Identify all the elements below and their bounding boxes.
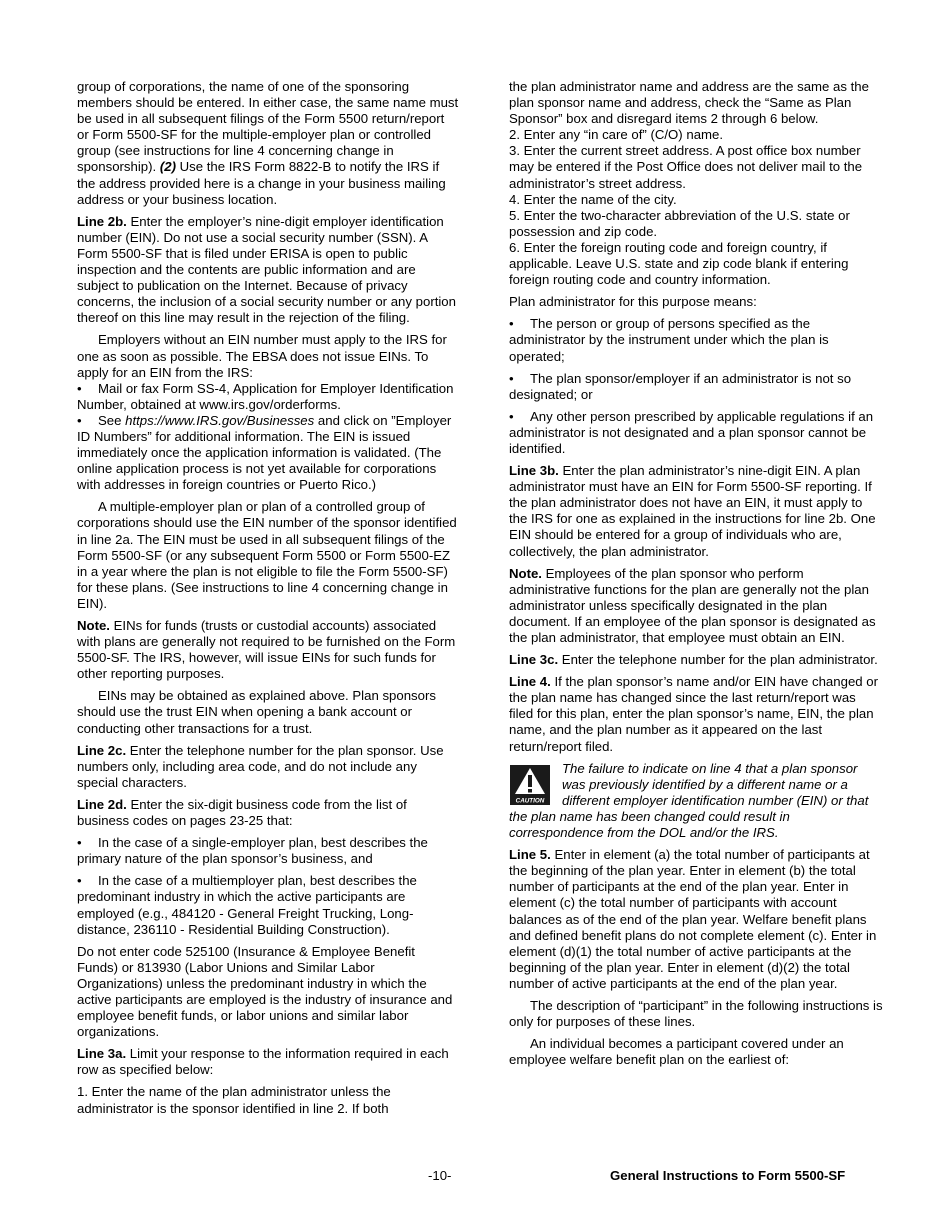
caution-icon-label: CAUTION [515, 797, 545, 805]
item-6-paragraph: 6. Enter the foreign routing code and foreign country, if applicable. Leave U.S. state and zip code blank if entering foreign routing code and country information. [509, 239, 849, 288]
line-3a-paragraph: Line 3a. Limit your response to the information required in each row as specified below: [77, 1046, 449, 1078]
left-column [77, 79, 459, 1123]
page-number: -10- [428, 1168, 452, 1183]
caution-text: The failure to indicate on line 4 that a plan sponsor was previously identified by a different name or a different employer identification number (EIN) or that the plan name has been changed could result in correspondence from the DOL and/or the IRS. [509, 760, 869, 841]
right-column [509, 79, 883, 1074]
bullet-other-person: • Any other person prescribed by applicable regulations if an administrator is not designated and a plan sponsor cannot be identified. [509, 408, 874, 456]
caution-icon [510, 765, 550, 805]
bullet-multiemployer: • In the case of a multiemployer plan, best describes the predominant industry in which the active participants are employed (e.g., 484120 - General Freight Trucking, Long-distance, 236110 - Residential Building Construction). [77, 873, 417, 937]
intro-paragraph: group of corporations, the name of one of the sponsoring members should be entered. In either case, the same name must be used in all subsequent filings of the Form 5500 return/report or Form 5500-SF for the multiple-employer plan or controlled group (see instructions for line 4 concerning change in sponsorship). (2) Use the IRS Form 8822-B to notify the IRS if the address provided here is a change in your business mailing address or your business location. [77, 79, 459, 207]
eins-obtained-paragraph: EINs may be obtained as explained above. Plan sponsors should use the trust EIN when opening a bank account or conducting other transactions for a trust. [77, 688, 436, 736]
item-2-paragraph: 2. Enter any “in care of” (C/O) name. [509, 127, 724, 143]
participant-description: The description of “participant” in the following instructions is only for purposes of these lines. [509, 997, 883, 1030]
line-3b-paragraph: Line 3b. Enter the plan administrator’s nine-digit EIN. A plan administrator must have an EIN for Form 5500-SF reporting. If the plan administrator does not have an EIN, it must apply to the IRS for one as explained in the instructions for line 2b. One EIN should be entered for a group of individuals who are, collectively, the plan administrator. [509, 463, 876, 559]
line-5-paragraph: Line 5. Enter in element (a) the total number of participants at the beginning of the plan year. Enter in element (b) the total number of participants at the end of the plan year. Enter in element (c) the total number of participants with account balances as of the end of the plan year. Welfare benefit plans and defined benefit plans do not complete element (c). Enter in element (d)(1) the total number of active participants at the beginning of the plan year. Enter in element (d)(2) the total number of active participants at the end of the plan year. [509, 847, 877, 991]
do-not-enter-paragraph: Do not enter code 525100 (Insurance & Employee Benefit Funds) or 813930 (Labor Unions and Similar Labor Organizations) unless the predominant industry in which the active participants are employed is the industry of insurance and employee benefit funds, or labor unions and similar labor organizations. [77, 943, 453, 1040]
note-eins-funds: Note. EINs for funds (trusts or custodial accounts) associated with plans are generally not required to be furnished on the Form 5500-SF. The IRS, however, will issue EINs for such funds for other reporting purposes. [77, 618, 456, 682]
item-3-paragraph: 3. Enter the current street address. A post office box number may be entered if the Post Office does not deliver mail to the administrator’s street address. [509, 143, 863, 191]
line-3c-paragraph: Line 3c. Enter the telephone number for the plan administrator. [509, 652, 878, 668]
note-employees: Note. Employees of the plan sponsor who perform administrative functions for the plan are generally not the plan administrator unless specifically designated in the plan document. If an employee of the plan sponsor is designated as the plan administrator, that employee must obtain an EIN. [509, 565, 876, 645]
item-1-paragraph: 1. Enter the name of the plan administrator unless the administrator is the sponsor identified in line 2. If both [77, 1084, 391, 1116]
bullet-form-ss4: • Mail or fax Form SS-4, Application for Employer Identification Number, obtained at www.irs.gov/orderforms. [77, 380, 454, 412]
item-5-paragraph: 5. Enter the two-character abbreviation of the U.S. state or possession and zip code. [509, 207, 850, 239]
line-2c-paragraph: Line 2c. Enter the telephone number for the plan sponsor. Use numbers only, including area code, and do not include any special characters. [77, 742, 444, 790]
plan-admin-continued: the plan administrator name and address are the same as the plan sponsor name and address, check the “Same as Plan Sponsor” box and disregard items 2 through 6 below. [509, 79, 869, 127]
multiple-employer-paragraph: A multiple-employer plan or plan of a controlled group of corporations should use the EIN number of the sponsor identified in line 2a. The EIN must be used in all subsequent filings of the Form 5500-SF (or any subsequent Form 5500 or Form 5500-EZ in a year where the plan is not eligible to file the Form 5500-SF) for these plans. (See instructions to line 4 concerning change in EIN). [77, 499, 457, 611]
bullet-person-specified: • The person or group of persons specified as the administrator by the instrument under which the plan is operated; [509, 316, 829, 364]
line-4-paragraph: Line 4. If the plan sponsor’s name and/or EIN have changed or the plan name has changed since the last return/report was filed for this plan, enter the plan sponsor’s name, EIN, the plan name, and the plan number as it appeared on the last return/report filed. [509, 674, 878, 754]
line-2d-paragraph: Line 2d. Enter the six-digit business code from the list of business codes on pages 23-25 that: [77, 796, 407, 829]
line-2b-paragraph: Line 2b. Enter the employer’s nine-digit employer identification number (EIN). Do not use a social security number (SSN). A Form 5500-SF that is filed under ERISA is open to public inspection and the contents are public information and are subject to publication on the Internet. Because of privacy concerns, the inclusion of a social security number or any portion thereof on this line may result in the rejection of the filing. [77, 213, 456, 326]
bullet-single-employer: • In the case of a single-employer plan, best describes the primary nature of the plan sponsor’s business, and [77, 835, 428, 867]
plan-admin-means: Plan administrator for this purpose means: [509, 294, 757, 310]
footer-title: General Instructions to Form 5500-SF [610, 1168, 846, 1183]
individual-participant: An individual becomes a participant covered under an employee welfare benefit plan on the earliest of: [509, 1036, 844, 1068]
bullet-plan-sponsor: • The plan sponsor/employer if an administrator is not so designated; or [509, 370, 852, 402]
item-4-paragraph: 4. Enter the name of the city. [509, 191, 677, 207]
ein-apply-paragraph: Employers without an EIN number must apply to the IRS for one as soon as possible. The EBSA does not issue EINs. To apply for an EIN from the IRS: [77, 332, 447, 380]
bullet-irs-website: • See https://www.IRS.gov/Businesses and click on ”Employer ID Numbers” for additional information. The EIN is issued immediately once the application information is validated. (The online application process is not yet available for corporations with addresses in foreign countries or Puerto Rico.) [77, 412, 452, 493]
caution-box [509, 761, 883, 841]
